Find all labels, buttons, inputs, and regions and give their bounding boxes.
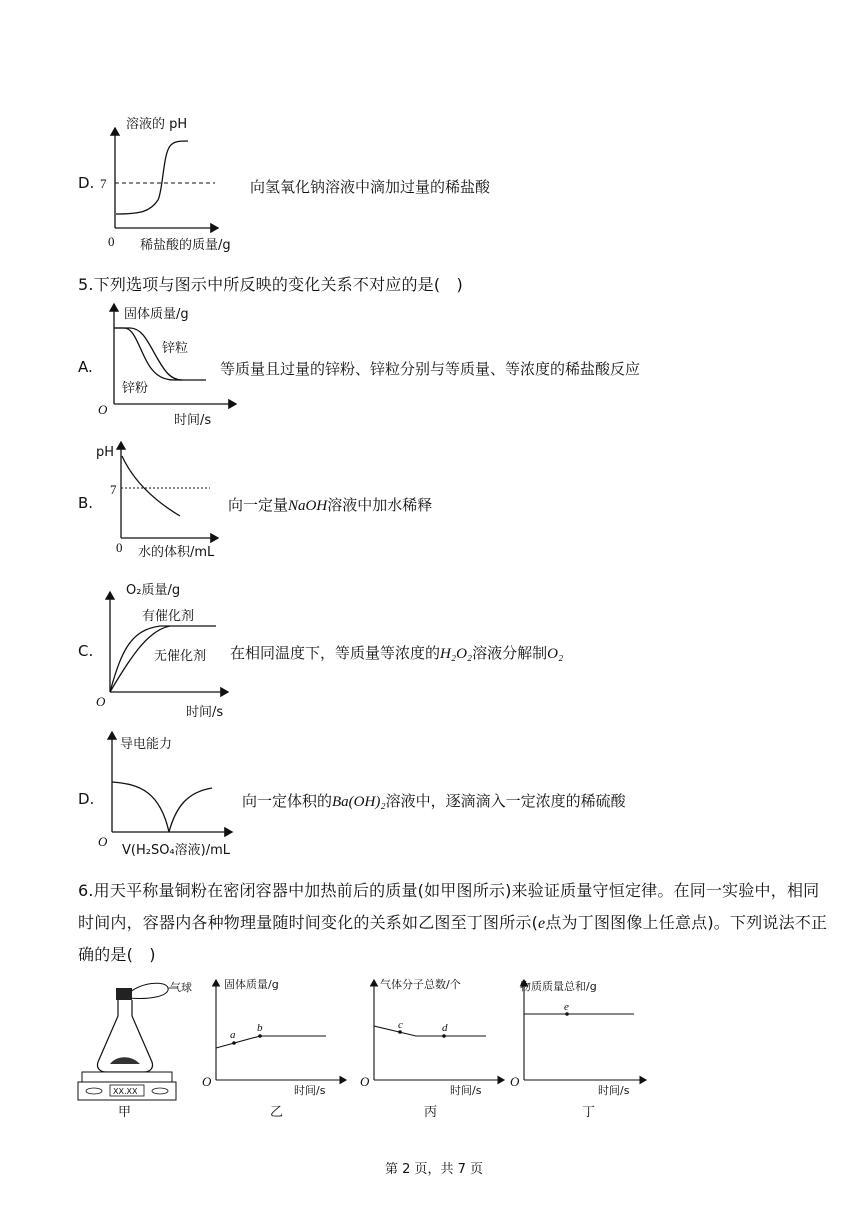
origin-label: O — [202, 1074, 212, 1089]
question-5-option-a — [70, 300, 770, 430]
option-description: 向一定体积的Ba(OH)₂溶液中，逐滴滴入一定浓度的稀硫酸 — [242, 792, 626, 810]
formula-h2o2: H₂O₂ — [440, 646, 473, 662]
x-axis-label: 时间/s — [294, 1084, 326, 1097]
origin-label: O — [98, 402, 108, 417]
option-letter: A. — [78, 358, 93, 376]
option-letter: D. — [78, 174, 95, 192]
origin-label: O — [360, 1074, 370, 1089]
y-tick-7: 7 — [100, 176, 107, 191]
question-6-line-2: 时间内，容器内各种物理量随时间变化的关系如乙图至丁图所示(e点为丁图图像上任意点)。下列说法不正 — [78, 913, 828, 932]
x-axis-label: 时间/s — [598, 1084, 630, 1097]
figure-caption: 甲 — [118, 1105, 132, 1120]
figure-ding-total-mass — [510, 972, 650, 1122]
figure-caption: 乙 — [270, 1105, 284, 1120]
y-axis-label: 物质质量总和/g — [520, 980, 597, 993]
y-tick-7: 7 — [110, 482, 117, 497]
question-6-line-3: 确的是( ) — [78, 945, 156, 964]
y-axis-label: 导电能力 — [120, 737, 173, 752]
y-axis-label: 固体质量/g — [124, 307, 189, 322]
option-letter: B. — [78, 494, 94, 512]
question-5-option-b — [70, 438, 770, 563]
formula-naoh: NaOH — [288, 498, 328, 514]
question-5-option-d — [70, 726, 830, 866]
y-axis-label: 气体分子总数/个 — [380, 978, 461, 991]
figure-caption: 丙 — [424, 1105, 438, 1120]
formula-o2: O₂ — [547, 646, 564, 662]
option-letter: D. — [78, 790, 95, 808]
x-axis-label: V(H₂SO₄溶液)/mL — [122, 843, 231, 858]
origin-label: O — [96, 694, 106, 709]
point-b: b — [257, 1022, 263, 1034]
option-description: 向一定量NaOH溶液中加水稀释 — [228, 496, 433, 514]
curve-label-catalyst: 有催化剂 — [142, 609, 195, 624]
figure-jia-apparatus — [70, 972, 200, 1122]
option-description: 向氢氧化钠溶液中滴加过量的稀盐酸 — [250, 178, 491, 196]
y-axis-label: 固体质量/g — [224, 978, 279, 991]
option-description: 在相同温度下，等质量等浓度的H₂O₂溶液分解制O₂ — [230, 644, 564, 662]
origin-label: O — [98, 834, 108, 849]
ph-graph-d — [70, 110, 260, 260]
ph-dilution-graph — [70, 438, 240, 563]
point-e: e — [564, 1001, 569, 1013]
curve-label-no-catalyst: 无催化剂 — [154, 649, 207, 664]
y-axis-label: 溶液的 pH — [126, 117, 188, 132]
origin-label: 0 — [108, 234, 115, 249]
option-description: 等质量且过量的锌粉、锌粒分别与等质量、等浓度的稀盐酸反应 — [220, 360, 641, 378]
point-d: d — [442, 1022, 448, 1034]
curve-label-powder: 锌粉 — [122, 381, 149, 396]
x-axis-label: 稀盐酸的质量/g — [140, 238, 231, 253]
oxygen-mass-graph — [70, 578, 240, 718]
figure-yi-solid-mass — [198, 972, 348, 1122]
y-axis-label: pH — [96, 445, 115, 460]
solid-mass-graph — [70, 300, 240, 430]
question-5-stem: 5.下列选项与图示中所反映的变化关系不对应的是( ) — [78, 275, 463, 294]
balance-display: XX.XX — [113, 1087, 138, 1096]
page-footer: 第 2 页，共 7 页 — [384, 1162, 484, 1177]
option-letter: C. — [78, 642, 94, 660]
figure-bing-gas-molecules — [358, 972, 508, 1122]
x-axis-label: 时间/s — [450, 1084, 482, 1097]
question-6-line-1: 6.用天平称量铜粉在密闭容器中加热前后的质量(如甲图所示)来验证质量守恒定律。在同一实验中，相同 — [78, 881, 820, 900]
balloon-label: 气球 — [170, 981, 192, 994]
conductivity-graph — [70, 726, 250, 866]
point-c: c — [398, 1019, 403, 1031]
point-a: a — [230, 1029, 236, 1041]
question-4-option-d — [70, 110, 770, 260]
figure-caption: 丁 — [582, 1105, 596, 1120]
curve-label-granule: 锌粒 — [162, 341, 189, 356]
x-axis-label: 时间/s — [174, 413, 212, 428]
question-5-option-c — [70, 578, 830, 718]
y-axis-label: O₂质量/g — [126, 583, 181, 598]
formula-baoh2: Ba(OH)₂ — [332, 794, 386, 810]
x-axis-label: 时间/s — [186, 705, 224, 718]
origin-label: 0 — [116, 540, 123, 555]
x-axis-label: 水的体积/mL — [138, 545, 215, 560]
origin-label: O — [510, 1074, 520, 1089]
